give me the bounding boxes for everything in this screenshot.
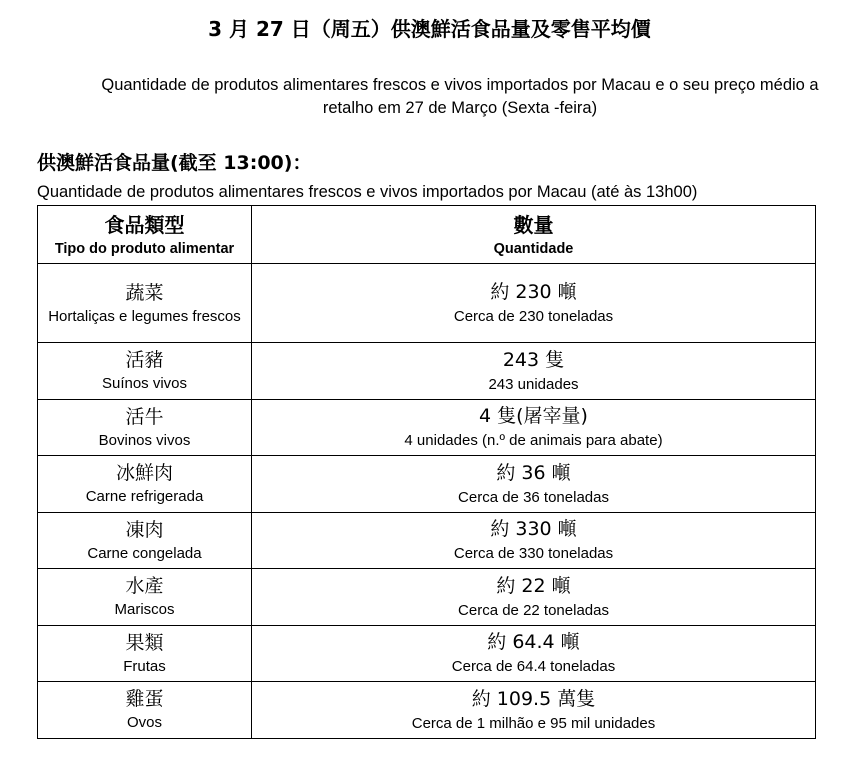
quantity-zh: 4 隻(屠宰量) xyxy=(479,405,588,428)
page-title: 3 月 27 日（周五）供澳鮮活食品量及零售平均價 xyxy=(208,17,651,41)
page-subtitle: Quantidade de produtos alimentares frescos e vivos importados por Macau e o seu preço médio a retalho em 27 de Março (Sexta -feira) xyxy=(101,76,819,117)
food-type-cell xyxy=(38,569,252,626)
header-quantity-pt: Quantidade xyxy=(493,240,574,257)
food-type-cell xyxy=(38,264,252,343)
header-quantity xyxy=(252,206,816,264)
food-type-zh: 雞蛋 xyxy=(125,688,164,711)
quantity-pt: Cerca de 330 toneladas xyxy=(453,545,614,563)
food-type-zh: 活牛 xyxy=(125,405,164,428)
food-type-zh: 水產 xyxy=(125,575,164,598)
food-type-pt: Suínos vivos xyxy=(101,375,188,393)
header-food-type-zh: 食品類型 xyxy=(104,212,185,237)
quantity-zh: 約 36 噸 xyxy=(496,461,571,484)
table-row-live-cattle xyxy=(38,399,816,456)
table-row-frozen-meat xyxy=(38,512,816,569)
quantity-pt: Cerca de 230 toneladas xyxy=(453,308,614,325)
quantity-cell xyxy=(252,625,816,682)
quantity-cell xyxy=(252,264,816,343)
quantity-pt: 243 unidades xyxy=(488,375,579,393)
food-type-zh: 凍肉 xyxy=(125,518,164,541)
quantity-cell xyxy=(252,456,816,513)
food-type-zh: 果類 xyxy=(125,631,164,654)
quantity-zh: 約 22 噸 xyxy=(496,574,571,597)
food-quantity-table xyxy=(37,205,816,739)
food-type-cell xyxy=(38,399,252,456)
table-header-row xyxy=(38,206,816,264)
food-type-cell xyxy=(38,512,252,569)
food-type-cell xyxy=(38,682,252,739)
food-type-zh: 冰鮮肉 xyxy=(115,462,173,485)
food-type-pt: Bovinos vivos xyxy=(98,431,191,449)
food-type-pt: Carne congelada xyxy=(87,544,202,562)
quantity-pt: Cerca de 36 toneladas xyxy=(458,488,609,506)
quantity-zh: 約 330 噸 xyxy=(490,518,577,541)
quantity-cell xyxy=(252,682,816,739)
table-row-live-pigs xyxy=(38,343,816,400)
food-type-pt: Mariscos xyxy=(114,601,175,619)
quantity-zh: 約 64.4 噸 xyxy=(487,631,580,654)
header-quantity-zh: 數量 xyxy=(513,212,554,237)
quantity-cell xyxy=(252,399,816,456)
quantity-pt: Cerca de 22 toneladas xyxy=(458,601,609,619)
quantity-cell xyxy=(252,512,816,569)
quantity-zh: 約 109.5 萬隻 xyxy=(471,687,596,710)
table-row-chilled-meat xyxy=(38,456,816,513)
food-type-pt: Hortaliças e legumes frescos xyxy=(48,307,241,325)
food-type-cell xyxy=(38,625,252,682)
quantity-zh: 243 隻 xyxy=(502,348,565,371)
quantity-pt: Cerca de 64.4 toneladas xyxy=(451,658,616,676)
table-row-fruits xyxy=(38,625,816,682)
section-subheading: Quantidade de produtos alimentares frescos e vivos importados por Macau (até às 13h00) xyxy=(37,183,698,201)
header-food-type xyxy=(38,206,252,264)
quantity-pt: 4 unidades (n.º de animais para abate) xyxy=(404,432,663,450)
food-type-pt: Frutas xyxy=(123,657,166,675)
quantity-cell xyxy=(252,569,816,626)
food-type-cell xyxy=(38,456,252,513)
food-type-zh: 蔬菜 xyxy=(125,281,164,304)
quantity-pt: Cerca de 1 milhão e 95 mil unidades xyxy=(411,714,656,732)
food-type-pt: Ovos xyxy=(126,714,162,732)
header-food-type-pt: Tipo do produto alimentar xyxy=(54,240,235,257)
food-type-cell xyxy=(38,343,252,400)
table-row-seafood xyxy=(38,569,816,626)
table-row-eggs xyxy=(38,682,816,739)
quantity-zh: 約 230 噸 xyxy=(490,281,577,303)
food-type-zh: 活豬 xyxy=(125,349,164,372)
quantity-cell xyxy=(252,343,816,400)
food-type-pt: Carne refrigerada xyxy=(85,488,204,506)
section-heading: 供澳鮮活食品量(截至 13:00)： xyxy=(37,152,312,174)
table-row-vegetables xyxy=(38,264,816,343)
